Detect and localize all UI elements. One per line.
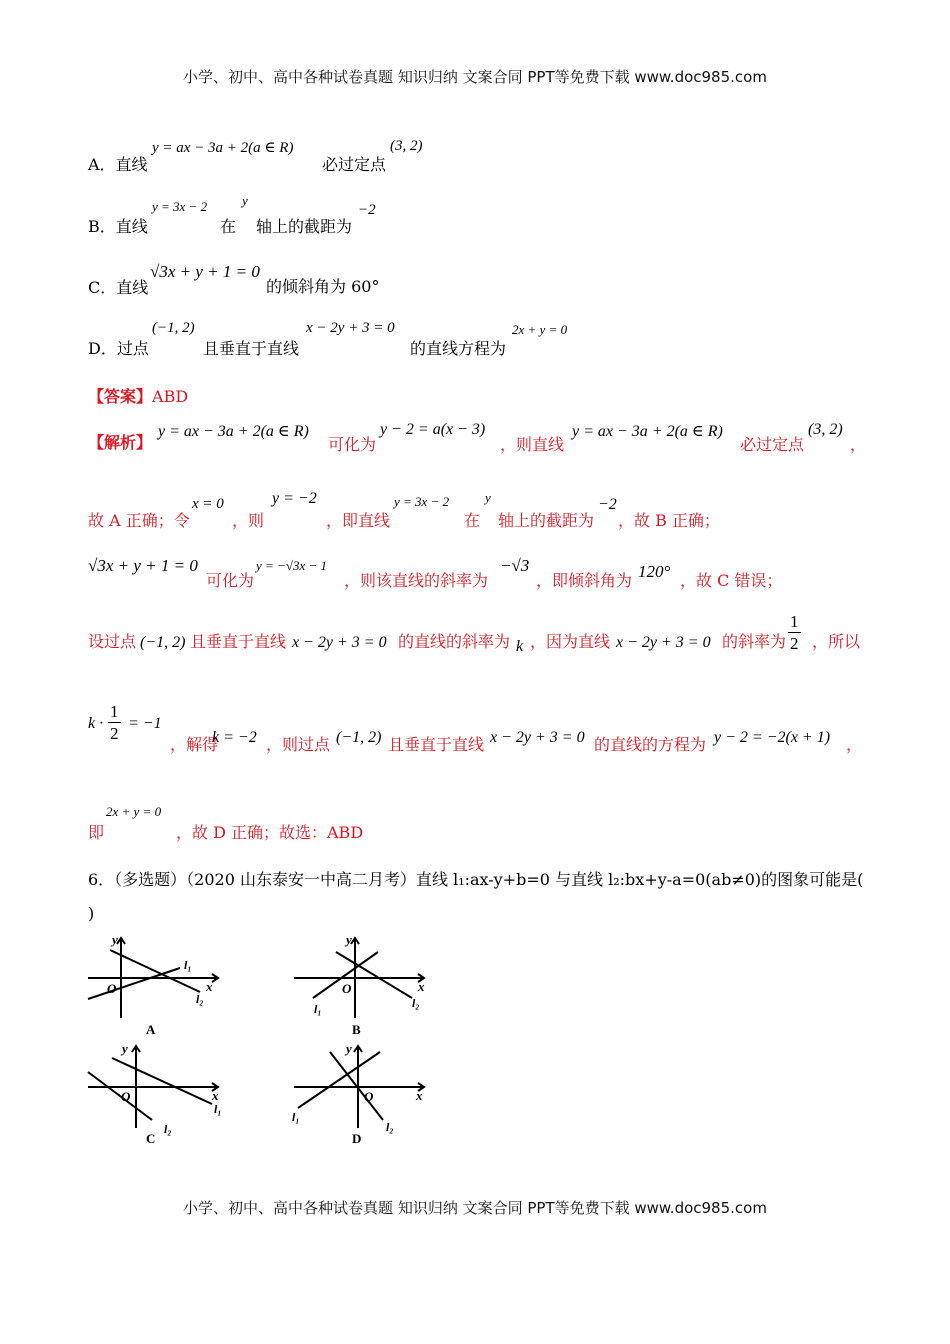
graph-a: [88, 938, 218, 1018]
analysis-l4-t5: 的斜率为: [722, 632, 787, 651]
analysis-l3-e1: √3x + y + 1 = 0: [88, 556, 198, 575]
analysis-l3-t4: ，故 C 错误；: [680, 571, 783, 590]
option-d-result: 2x + y = 0: [512, 322, 568, 337]
graph-b-axis-y: y: [346, 932, 352, 947]
question-6-line-1: 6．（多选题）（2020 山东泰安一中高二月考）直线 l₁:ax-y+b=0 与直线 l₂:bx+y-a=0(ab≠0)的图象可能是(: [88, 870, 864, 889]
analysis-l6-t2: ，故 D 正确；故选：ABD: [176, 823, 364, 842]
analysis-l3-e3: −√3: [500, 556, 530, 575]
option-d-tail: 的直线方程为: [410, 339, 507, 358]
graph-d-l2-label: l₂: [386, 1120, 394, 1134]
fraction-denominator: 2: [790, 634, 799, 653]
option-c-eq: √3x + y + 1 = 0: [150, 262, 260, 281]
analysis-l4-e3: k: [516, 638, 524, 655]
graph-a-axis-y: y: [112, 932, 118, 947]
analysis-l4-fraction: [788, 612, 801, 655]
analysis-l5-fraction: [108, 702, 121, 745]
analysis-l5-e1: k ·: [88, 715, 104, 732]
graph-b-l1-label: l₁: [314, 1002, 322, 1016]
fraction-denominator: 2: [110, 724, 119, 743]
analysis-l2-t2: ，则: [232, 511, 265, 530]
option-b-value: −2: [358, 202, 376, 218]
analysis-l5-e5: x − 2y + 3 = 0: [490, 729, 585, 746]
option-b-eq: y = 3x − 2: [152, 199, 208, 214]
analysis-l1-eq: y = ax − 3a + 2(a ∈ R): [158, 423, 309, 440]
page-header: 小学、初中、高中各种试卷真题 知识归纳 文案合同 PPT等免费下载 www.doc985.com: [183, 68, 767, 86]
graph-a-caption: A: [146, 1022, 156, 1037]
graph-c-origin: O: [121, 1089, 131, 1104]
graph-d-l1-label: l₁: [292, 1110, 300, 1124]
analysis-l5-t1: ，解得: [170, 735, 219, 754]
graph-b-l2-label: l₂: [412, 996, 420, 1010]
analysis-l4-t6: ，所以: [812, 632, 861, 651]
analysis-l5-t5: ，: [846, 735, 863, 754]
question-6-graphs: [0, 925, 950, 1155]
graph-b-caption: B: [352, 1022, 361, 1037]
question-6-line-2: ): [88, 904, 95, 923]
graph-a-l2-label: l₂: [196, 992, 204, 1006]
analysis-l2-t3: ，即直线: [326, 511, 391, 530]
analysis-l3-t2: ，则该直线的斜率为: [344, 571, 489, 590]
graph-c: [88, 1046, 218, 1128]
analysis-l2-t4: 在: [464, 511, 481, 530]
analysis-l1-t2: ，则直线: [500, 435, 565, 454]
analysis-l4-t2: 且垂直于直线: [190, 632, 287, 651]
answer-tag: 【答案】: [88, 387, 153, 406]
analysis-l5-e2: = −1: [128, 715, 162, 732]
analysis-l2-e2: y = −2: [272, 490, 317, 507]
analysis-l4-e1: (−1, 2): [140, 634, 186, 651]
analysis-l1-t1: 可化为: [328, 435, 377, 454]
analysis-l4-e2: x − 2y + 3 = 0: [292, 634, 387, 651]
fraction-numerator: 1: [110, 702, 119, 721]
analysis-l2-t5: 轴上的截距为: [498, 511, 595, 530]
option-b-label: B．直线: [88, 217, 148, 236]
graph-c-l1-label: l₁: [214, 1102, 222, 1116]
graph-d-caption: D: [352, 1131, 362, 1146]
answer-line: [88, 384, 188, 407]
option-c-tail: 的倾斜角为 60°: [266, 277, 380, 296]
page-footer: 小学、初中、高中各种试卷真题 知识归纳 文案合同 PPT等免费下载 www.doc985.com: [183, 1199, 767, 1217]
option-d-label: D．过点: [88, 339, 149, 358]
graph-c-axis-y: y: [122, 1041, 128, 1056]
analysis-l2-t6: ，故 B 正确；: [618, 511, 720, 530]
analysis-l4-t4: ，因为直线: [530, 632, 611, 651]
graph-b-axis-x: x: [418, 979, 425, 994]
graph-c-axis-x: x: [212, 1088, 219, 1103]
option-d-eq: x − 2y + 3 = 0: [306, 320, 395, 336]
option-b-mid: 在: [220, 217, 237, 236]
fraction-numerator: 1: [790, 612, 799, 631]
option-a-eq: y = ax − 3a + 2(a ∈ R): [152, 140, 294, 156]
graph-d-axis-x: x: [416, 1088, 423, 1103]
analysis-l5-e4: (−1, 2): [336, 729, 382, 746]
analysis-l4-e4: x − 2y + 3 = 0: [616, 634, 711, 651]
analysis-l3-t3: ，即倾斜角为: [536, 571, 633, 590]
graph-a-axis-x: x: [206, 979, 213, 994]
analysis-l2-e1: x = 0: [192, 496, 224, 512]
option-c-label: C．直线: [88, 278, 149, 297]
analysis-l3-e4: 120°: [638, 562, 671, 581]
option-a-label: A．直线: [88, 155, 148, 174]
analysis-l3-t1: 可化为: [206, 571, 255, 590]
option-a-mid: 必过定点: [322, 155, 387, 174]
analysis-l5-e3: k = −2: [212, 729, 257, 746]
analysis-l1-point: (3, 2): [808, 421, 843, 438]
analysis-l2-e5: −2: [598, 496, 617, 513]
option-d-mid: 且垂直于直线: [203, 339, 300, 358]
graph-a-l1-label: l₁: [184, 958, 192, 972]
answer-value: ABD: [152, 387, 189, 406]
analysis-l2-t1: 故 A 正确；令: [88, 511, 190, 530]
analysis-l4-t3: 的直线的斜率为: [398, 632, 511, 651]
analysis-l6-e1: 2x + y = 0: [106, 804, 162, 819]
graph-d-origin: O: [364, 1089, 374, 1104]
analysis-tag: 【解析】: [88, 433, 153, 452]
analysis-l1-eq3: y = ax − 3a + 2(a ∈ R): [572, 423, 723, 440]
analysis-l5-t2: ，则过点: [266, 735, 331, 754]
graph-d-axis-y: y: [346, 1041, 352, 1056]
analysis-l4-t1: 设过点: [88, 632, 137, 651]
option-a-point: (3, 2): [390, 138, 423, 154]
analysis-l1-eq2: y − 2 = a(x − 3): [380, 421, 486, 438]
analysis-l5-t4: 的直线的方程为: [594, 735, 707, 754]
analysis-l2-e4: y: [485, 490, 491, 505]
graph-c-l2-label: l₂: [164, 1122, 172, 1136]
graph-a-origin: O: [107, 981, 117, 996]
analysis-l2-e3: y = 3x − 2: [394, 494, 450, 509]
analysis-l1-t4: ，: [850, 435, 867, 454]
option-b-tail: 轴上的截距为: [256, 217, 353, 236]
option-b-var: y: [242, 193, 248, 208]
graph-c-caption: C: [146, 1131, 156, 1146]
analysis-l1-t3: 必过定点: [740, 435, 805, 454]
graph-d: [294, 1046, 424, 1128]
analysis-l3-e2: y = −√3x − 1: [256, 558, 327, 573]
option-d-point: (−1, 2): [152, 320, 195, 336]
analysis-l6-t1: 即: [88, 823, 105, 842]
analysis-l5-e6: y − 2 = −2(x + 1): [714, 729, 831, 746]
analysis-l5-t3: 且垂直于直线: [388, 735, 485, 754]
graph-b-origin: O: [342, 981, 352, 996]
